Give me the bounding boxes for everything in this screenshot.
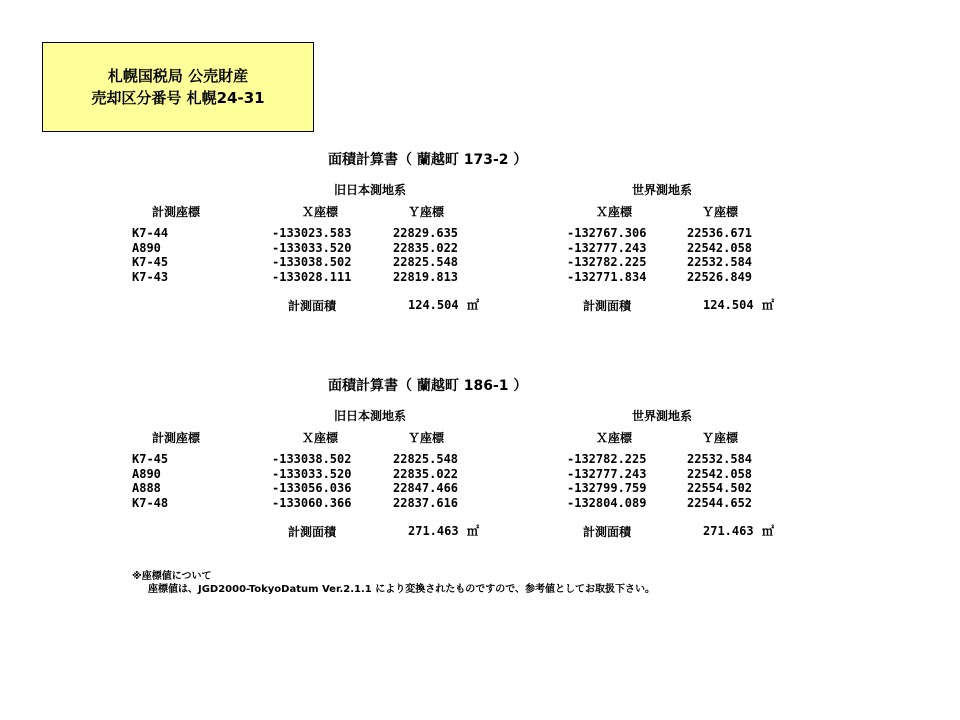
- point-name: A890: [132, 466, 161, 481]
- y-new-value: 22542.058: [687, 466, 753, 481]
- x-new-value: -132782.225: [567, 452, 647, 466]
- x-new-value: -132804.089: [567, 495, 647, 510]
- point-name: K7-45: [132, 452, 169, 466]
- x-new-value: -132782.225: [567, 255, 647, 269]
- col-header-y-new: Ｙ座標: [702, 205, 739, 219]
- point-name: K7-48: [132, 495, 169, 510]
- x-new-value: -132777.243: [567, 240, 647, 255]
- y-old-value: 22847.466: [393, 481, 459, 495]
- header-line-2: 売却区分番号 札幌24-31: [91, 89, 265, 107]
- y-new-value: 22542.058: [687, 240, 753, 255]
- note-body: 座標値は、JGD2000-TokyoDatum Ver.2.1.1 により変換されたものですので、参考値としてお取扱下さい。: [148, 584, 656, 595]
- x-old-value: -133038.502: [272, 452, 352, 466]
- point-name: K7-44: [132, 226, 169, 240]
- area-label-new: 計測面積: [583, 525, 632, 539]
- y-old-value: 22825.548: [393, 255, 459, 269]
- area-label-old: 計測面積: [288, 299, 337, 313]
- area-unit-old: ㎡: [467, 524, 480, 538]
- col-header-x-new: Ｘ座標: [596, 205, 633, 219]
- col-header-y-old: Ｙ座標: [408, 205, 445, 219]
- area-value-new: 271.463: [703, 524, 754, 538]
- y-new-value: 22526.849: [687, 269, 753, 284]
- header-box: [42, 42, 314, 132]
- y-old-value: 22829.635: [393, 226, 459, 240]
- header-line-1: 札幌国税局 公売財産: [107, 67, 249, 85]
- y-old-value: 22825.548: [393, 452, 459, 466]
- y-new-value: 22544.652: [687, 495, 753, 510]
- col-header-x-old: Ｘ座標: [302, 431, 339, 445]
- col-header-x-new: Ｘ座標: [596, 431, 633, 445]
- y-old-value: 22835.022: [393, 240, 459, 255]
- point-name: K7-45: [132, 255, 169, 269]
- x-new-value: -132799.759: [567, 481, 647, 495]
- y-new-value: 22532.584: [687, 452, 753, 466]
- point-name: K7-43: [132, 269, 169, 284]
- x-new-value: -132771.834: [567, 269, 647, 284]
- x-old-value: -133023.583: [272, 226, 352, 240]
- y-old-value: 22835.022: [393, 466, 459, 481]
- x-new-value: -132767.306: [567, 226, 647, 240]
- col-header-y-old: Ｙ座標: [408, 431, 445, 445]
- section-title: 面積計算書（ 蘭越町 173-2 ）: [328, 152, 528, 168]
- area-unit-new: ㎡: [762, 524, 775, 538]
- col-header-y-new: Ｙ座標: [702, 431, 739, 445]
- col-header-x-old: Ｘ座標: [302, 205, 339, 219]
- x-old-value: -133033.520: [272, 240, 352, 255]
- area-value-new: 124.504: [703, 298, 754, 312]
- x-old-value: -133056.036: [272, 481, 352, 495]
- x-new-value: -132777.243: [567, 466, 647, 481]
- area-unit-new: ㎡: [762, 298, 775, 312]
- datum-old-label: 旧日本測地系: [334, 183, 407, 197]
- point-name: A890: [132, 240, 161, 255]
- area-label-old: 計測面積: [288, 525, 337, 539]
- y-old-value: 22819.813: [393, 269, 459, 284]
- col-header-point: 計測座標: [152, 205, 201, 219]
- area-unit-old: ㎡: [467, 298, 480, 312]
- datum-new-label: 世界測地系: [632, 409, 693, 423]
- section-title: 面積計算書（ 蘭越町 186-1 ）: [328, 378, 528, 394]
- datum-old-label: 旧日本測地系: [334, 409, 407, 423]
- x-old-value: -133038.502: [272, 255, 352, 269]
- x-old-value: -133060.366: [272, 495, 352, 510]
- y-old-value: 22837.616: [393, 495, 459, 510]
- x-old-value: -133028.111: [272, 269, 352, 284]
- y-new-value: 22536.671: [687, 226, 753, 240]
- y-new-value: 22554.502: [687, 481, 753, 495]
- point-name: A888: [132, 481, 161, 495]
- area-value-old: 271.463: [408, 524, 459, 538]
- datum-new-label: 世界測地系: [632, 183, 693, 197]
- x-old-value: -133033.520: [272, 466, 352, 481]
- area-value-old: 124.504: [408, 298, 459, 312]
- y-new-value: 22532.584: [687, 255, 753, 269]
- note-heading: ※座標値について: [132, 571, 212, 582]
- col-header-point: 計測座標: [152, 431, 201, 445]
- area-label-new: 計測面積: [583, 299, 632, 313]
